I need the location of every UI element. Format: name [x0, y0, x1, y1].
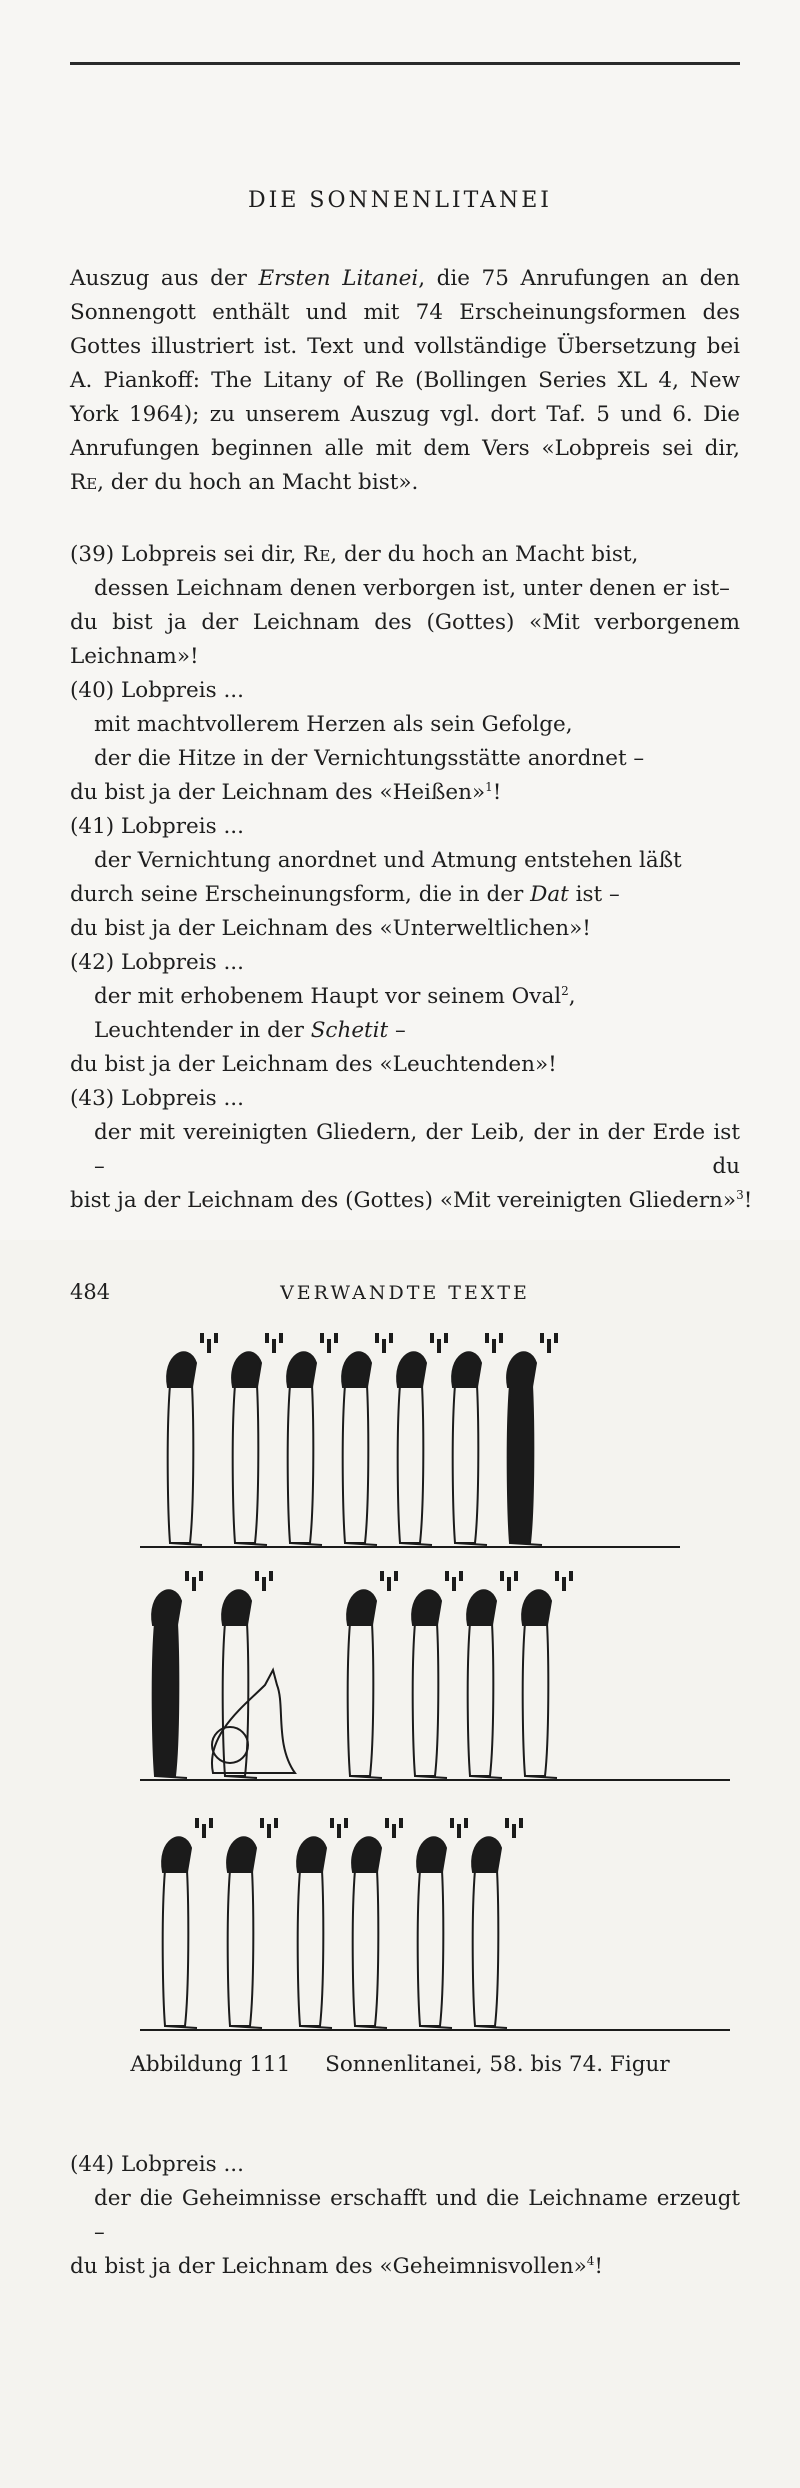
litany-line: du bist ja der Leichnam des «Heißen»$^1$!	[70, 779, 502, 805]
hieroglyph-icon	[430, 1333, 448, 1353]
deity-figure	[167, 1352, 202, 1545]
litany-line: du bist ja der Leichnam des (Gottes) «Mit verborgenem	[70, 610, 740, 635]
intro-text-1: Auszug aus der	[70, 266, 259, 291]
intro-text-2: , die 75 Anrufungen an den Sonnengott enthält und mit 74 Erscheinungsformen des Gottes illustriert ist. Text und vollständige Übersetzung bei A. Piankoff: The Litany of Re (Bollingen Series XL 4, New York 1964); zu unserem Auszug vgl. dort Taf. 5 und 6. Die Anrufungen beginnen alle mit dem Vers «Lobpreis sei dir,	[70, 266, 741, 461]
hieroglyph-icon	[485, 1333, 503, 1353]
figure-caption	[0, 2052, 800, 2077]
deity-figure	[222, 1590, 257, 1778]
deity-figure	[352, 1837, 387, 2028]
hieroglyph-icon	[385, 1818, 403, 1838]
hieroglyph-icon	[200, 1333, 218, 1353]
hieroglyph-icon	[380, 1571, 398, 1591]
litany-line: der mit vereinigten Gliedern, der Leib, der in der Erde ist – du	[94, 1120, 740, 1179]
litany-line: du bist ja der Leichnam des «Geheimnisvollen»$^4$!	[70, 2253, 604, 2279]
hieroglyph-icon	[505, 1818, 523, 1838]
footnote-marker: 4	[586, 2253, 595, 2268]
running-title: VERWANDTE TEXTE	[280, 1282, 530, 1304]
caption-text: Sonnenlitanei, 58. bis 74. Figur	[325, 2052, 670, 2077]
deity-figure	[472, 1837, 507, 2028]
deity-figure	[452, 1352, 487, 1545]
hieroglyph-icon	[375, 1333, 393, 1353]
hieroglyph-icon	[540, 1333, 558, 1353]
deity-figure	[227, 1837, 262, 2028]
deity-figure	[417, 1837, 452, 2028]
litany-line: (42) Lobpreis ...	[70, 950, 244, 975]
hieroglyph-icon	[450, 1818, 468, 1838]
hieroglyph-icon	[320, 1333, 338, 1353]
intro-paragraph	[70, 262, 740, 500]
litany-block	[70, 538, 753, 1218]
litany-line: der Vernichtung anordnet und Atmung entstehen läßt	[94, 848, 682, 873]
litany-line: (39) Lobpreis sei dir, Re, der du hoch an Macht bist,	[70, 542, 639, 567]
litany-line: dessen Leichnam denen verborgen ist, unter denen er ist–	[94, 576, 730, 601]
litany-line: der mit erhobenem Haupt vor seinem Oval$^2$,	[94, 983, 576, 1009]
litany-line: bist ja der Leichnam des (Gottes) «Mit vereinigten Gliedern»$^3$!	[70, 1187, 753, 1213]
hieroglyph-icon	[330, 1818, 348, 1838]
hieroglyph-icon	[265, 1333, 283, 1353]
intro-text-3: , der du hoch an Macht bist».	[97, 470, 419, 495]
litany-line: (43) Lobpreis ...	[70, 1086, 244, 1111]
sun-litany-figure	[135, 1325, 735, 2045]
deity-figure	[162, 1837, 197, 2028]
litany-line: du bist ja der Leichnam des «Unterweltlichen»!	[70, 916, 591, 941]
deity-figure	[412, 1590, 447, 1778]
hieroglyph-icon	[255, 1571, 273, 1591]
deity-figure	[467, 1590, 502, 1778]
litany-line: (41) Lobpreis ...	[70, 814, 244, 839]
litany-line: Leuchtender in der Schetit –	[94, 1018, 406, 1043]
deity-figure	[232, 1352, 267, 1545]
hieroglyph-icon	[555, 1571, 573, 1591]
footnote-marker: 3	[736, 1187, 744, 1202]
deity-figure	[287, 1352, 322, 1545]
deity-figure	[522, 1590, 557, 1778]
litany-line: (44) Lobpreis ...	[70, 2152, 244, 2177]
top-rule	[70, 62, 740, 65]
litany-line: der die Hitze in der Vernichtungsstätte anordnet –	[94, 746, 645, 771]
deity-figure	[347, 1590, 382, 1778]
hieroglyph-icon	[500, 1571, 518, 1591]
deity-figure	[152, 1590, 187, 1778]
deity-figure	[507, 1352, 542, 1545]
footnote-marker: 1	[485, 779, 493, 794]
litany-line: Leichnam»!	[70, 644, 199, 669]
chapter-title: DIE SONNENLITANEI	[248, 188, 552, 213]
litany-line: (40) Lobpreis ...	[70, 678, 244, 703]
hieroglyph-icon	[445, 1571, 463, 1591]
hieroglyph-icon	[185, 1571, 203, 1591]
litany-block-2	[70, 2148, 740, 2284]
hieroglyph-icon	[260, 1818, 278, 1838]
hieroglyph-icon	[195, 1818, 213, 1838]
deity-figure	[397, 1352, 432, 1545]
intro-italic: Ersten Litanei	[258, 266, 419, 291]
intro-re: Re	[70, 470, 98, 495]
page-number: 484	[70, 1280, 111, 1304]
deity-figure	[297, 1837, 332, 2028]
litany-line: du bist ja der Leichnam des «Leuchtenden»!	[70, 1052, 557, 1077]
litany-line: mit machtvollerem Herzen als sein Gefolge,	[94, 712, 573, 737]
footnote-marker: 2	[561, 983, 569, 998]
litany-line: durch seine Erscheinungsform, die in der Dat ist –	[70, 882, 620, 907]
litany-line: der die Geheimnisse erschafft und die Leichname erzeugt –	[94, 2186, 740, 2245]
deity-figure	[342, 1352, 377, 1545]
caption-label: Abbildung 111	[130, 2052, 291, 2077]
